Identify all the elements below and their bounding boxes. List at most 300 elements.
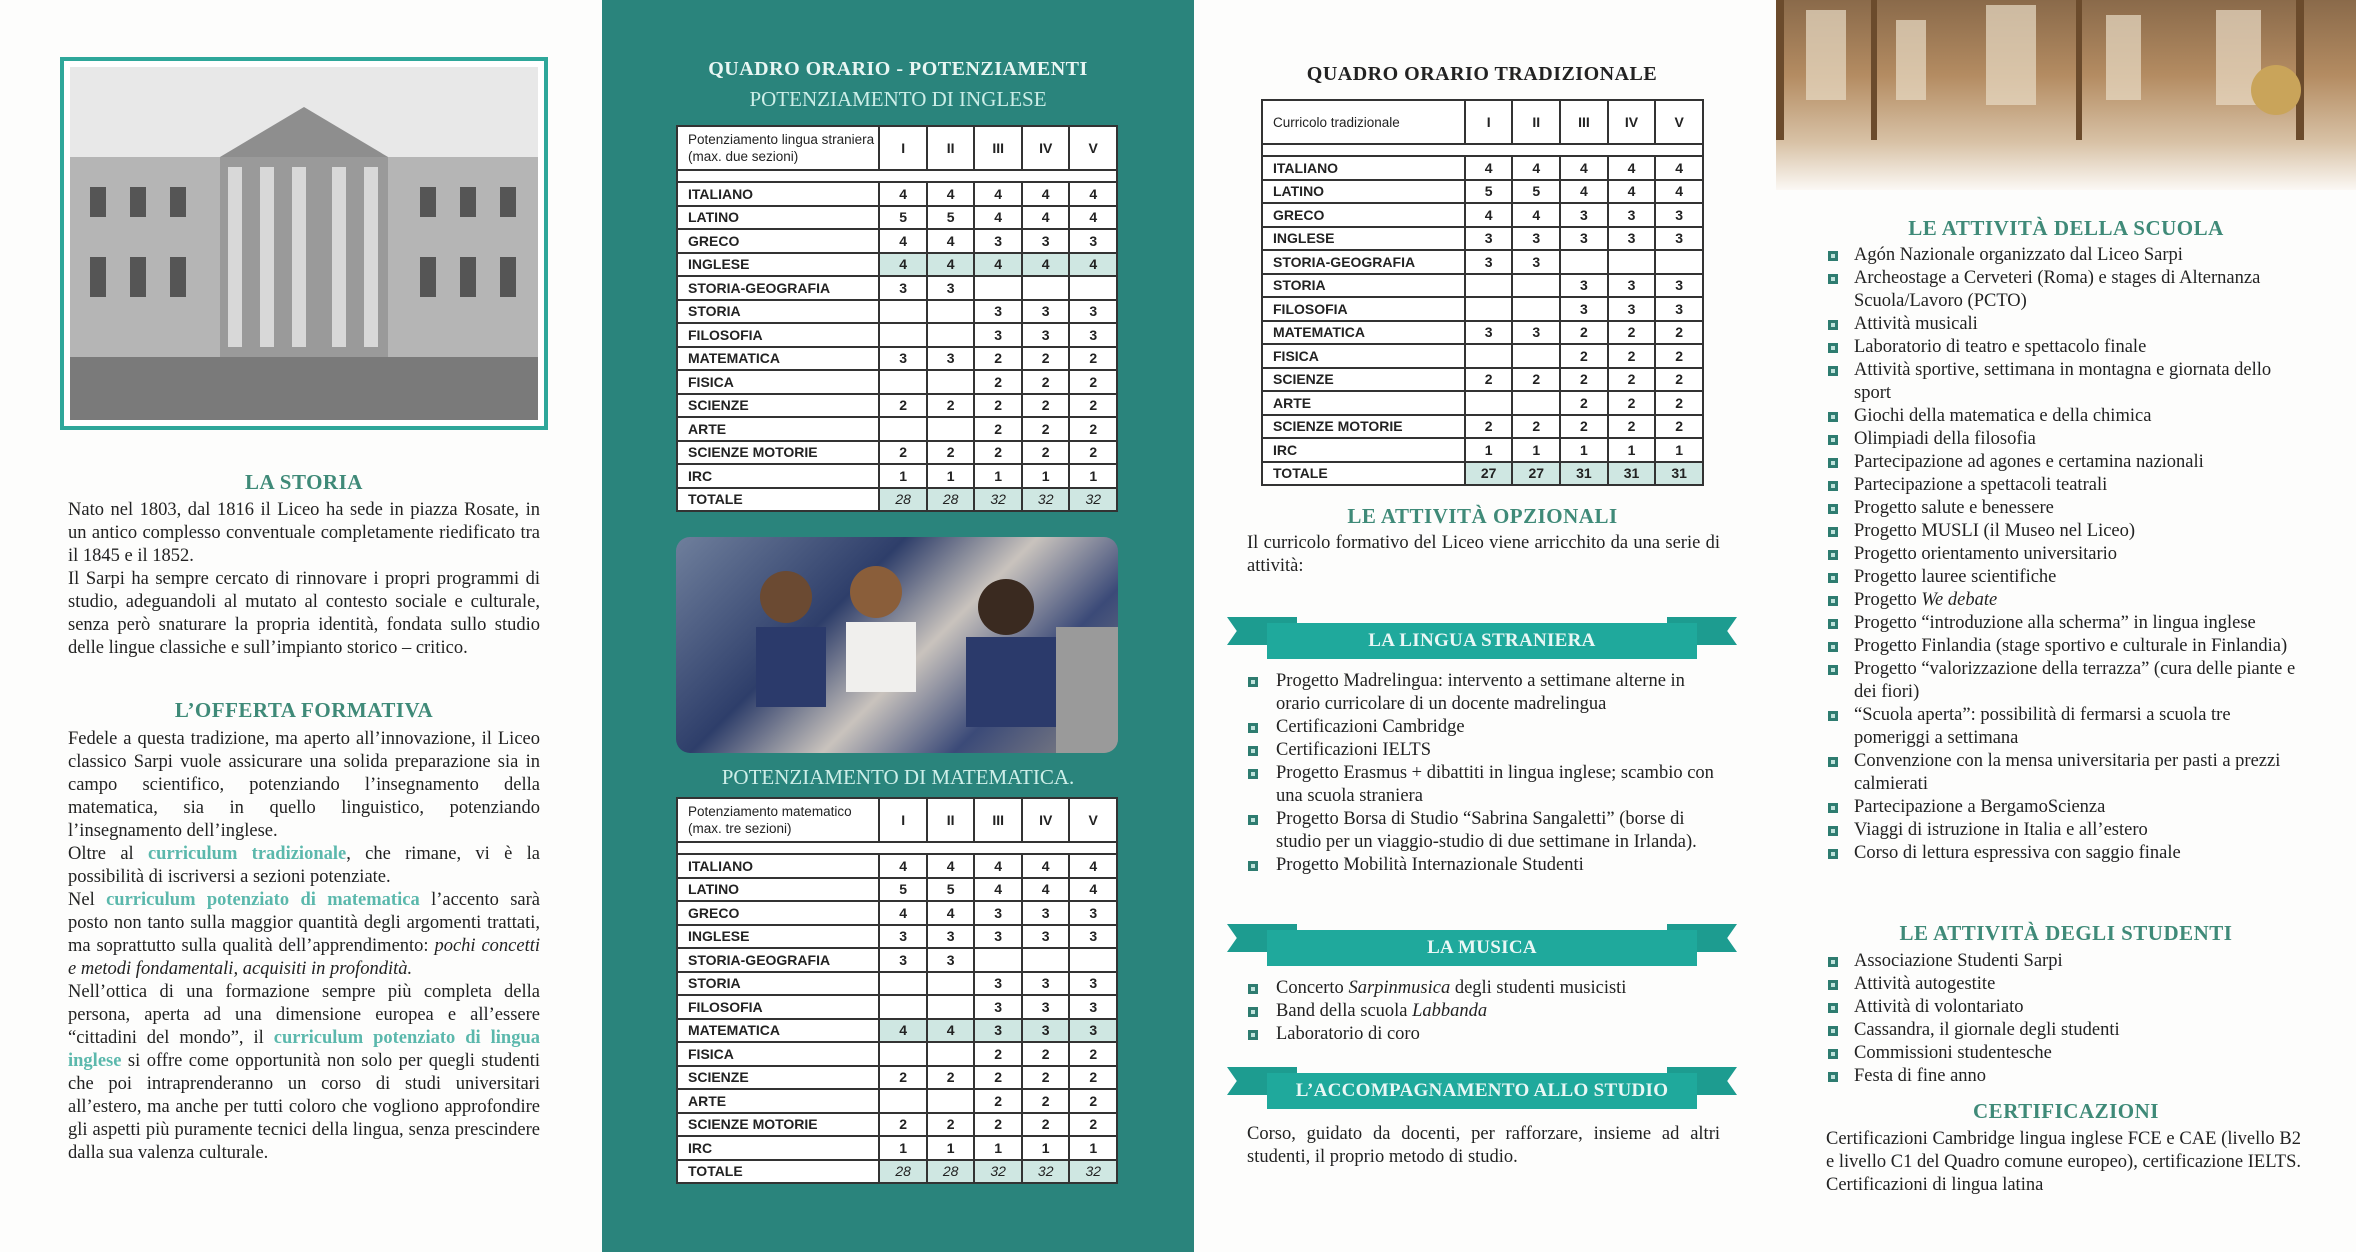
hours-cell: 3 xyxy=(1655,227,1703,251)
text-segment: Certificazioni IELTS xyxy=(1276,740,1431,760)
list-item xyxy=(1826,612,2306,635)
text-segment: Attività musicali xyxy=(1854,314,1978,334)
music-list xyxy=(1246,977,1726,1046)
text-segment: Progetto Borsa di Studio “Sabrina Sangaletti” (borse di studio per un viaggio-studio di due settimane in Irlanda). xyxy=(1276,809,1697,852)
hours-cell: 4 xyxy=(1465,156,1513,180)
hours-cell: 3 xyxy=(1022,300,1070,324)
hours-cell: 3 xyxy=(1069,1019,1117,1043)
hours-cell: 28 xyxy=(879,1160,927,1184)
hours-cell: 2 xyxy=(1655,415,1703,439)
paragraph xyxy=(68,728,540,843)
table-row xyxy=(677,901,1117,925)
hours-cell xyxy=(1512,297,1560,321)
text-segment: Progetto “valorizzazione della terrazza” (cura delle piante e dei fiori) xyxy=(1854,659,2296,702)
list-item xyxy=(1246,1023,1726,1046)
hours-cell: 1 xyxy=(879,1136,927,1160)
list-item xyxy=(1826,497,2306,520)
table-row xyxy=(1262,297,1703,321)
list-item xyxy=(1246,670,1726,716)
history-text xyxy=(68,499,540,660)
hours-cell: I xyxy=(879,798,927,842)
hours-cell: 1 xyxy=(1512,438,1560,462)
hours-cell xyxy=(879,417,927,441)
text-segment: Agón Nazionale organizzato dal Liceo Sarpi xyxy=(1854,245,2183,265)
hours-cell: 3 xyxy=(927,276,975,300)
list-item xyxy=(1826,1042,2306,1065)
hours-cell xyxy=(1465,391,1513,415)
italic-text: Sarpinmusica xyxy=(1348,978,1451,998)
list-item xyxy=(1826,658,2306,704)
text-segment: Archeostage a Cerveteri (Roma) e stages di Alternanza Scuola/Lavoro (PCTO) xyxy=(1854,268,2261,311)
hours-cell: 2 xyxy=(1465,368,1513,392)
hours-cell: 3 xyxy=(1512,227,1560,251)
list-item xyxy=(1826,359,2306,405)
hours-cell: 2 xyxy=(1022,1042,1070,1066)
hours-cell: 1 xyxy=(1069,464,1117,488)
hours-cell: 4 xyxy=(1465,203,1513,227)
hours-cell: 1 xyxy=(879,464,927,488)
hours-cell: 3 xyxy=(1655,203,1703,227)
hours-cell: IV xyxy=(1022,126,1070,170)
hours-cell: 2 xyxy=(1069,441,1117,465)
hours-cell: 2 xyxy=(1655,321,1703,345)
table-header xyxy=(677,126,1117,170)
hours-cell: 3 xyxy=(1560,274,1608,298)
text-segment: si offre come opportunità non solo per quegli studenti che poi intraprenderanno un corso di studi universitari all’estero, ma anche per tutti coloro che vogliono approfondire gli aspetti più puramente tecnici della lingua, senza prescindere dalla sua valenza culturale. xyxy=(68,1051,540,1163)
subject-cell: LATINO xyxy=(1262,180,1465,204)
subject-cell: GRECO xyxy=(677,229,879,253)
hours-cell: 2 xyxy=(1022,417,1070,441)
hours-cell: 4 xyxy=(927,854,975,878)
subject-cell: TOTALE xyxy=(677,1160,879,1184)
hours-cell: 2 xyxy=(974,394,1022,418)
highlighted-text: curriculum potenziato di lingua inglese xyxy=(68,1028,540,1071)
hours-cell: 4 xyxy=(1560,180,1608,204)
hours-cell: 3 xyxy=(1022,925,1070,949)
table-row xyxy=(677,394,1117,418)
hours-cell: 2 xyxy=(879,394,927,418)
paragraph xyxy=(68,889,540,981)
hours-cell: 5 xyxy=(1512,180,1560,204)
list-item xyxy=(1826,474,2306,497)
text-segment: degli studenti musicisti xyxy=(1450,978,1627,998)
hours-cell: 2 xyxy=(1069,417,1117,441)
hours-cell: 4 xyxy=(1022,878,1070,902)
subject-cell: INGLESE xyxy=(677,253,879,277)
hours-cell: 27 xyxy=(1465,462,1513,486)
hours-cell: 4 xyxy=(879,229,927,253)
table-row xyxy=(677,1136,1117,1160)
list-item xyxy=(1826,819,2306,842)
list-item xyxy=(1826,520,2306,543)
table-header xyxy=(677,798,1117,842)
hours-cell: 2 xyxy=(1022,370,1070,394)
hours-cell xyxy=(1512,344,1560,368)
hours-cell xyxy=(927,370,975,394)
hours-cell: 2 xyxy=(927,1066,975,1090)
list-item xyxy=(1826,635,2306,658)
hours-cell: 4 xyxy=(927,253,975,277)
hours-cell: 3 xyxy=(1655,297,1703,321)
hours-cell: 3 xyxy=(1560,203,1608,227)
hours-cell: 4 xyxy=(1069,854,1117,878)
text-segment: Commissioni studentesche xyxy=(1854,1043,2052,1063)
subject-cell: INGLESE xyxy=(677,925,879,949)
history-title: LA STORIA xyxy=(245,470,363,494)
hours-cell: 1 xyxy=(1560,438,1608,462)
table-row xyxy=(677,878,1117,902)
student-activities-list xyxy=(1826,950,2306,1088)
text-segment: l’accento sarà posto non tanto sulla maggior quantità degli argomenti trattati, ma soprattutto sulla qualità dell’apprendimento: xyxy=(68,890,541,956)
subject-cell: GRECO xyxy=(1262,203,1465,227)
table-row xyxy=(677,1066,1117,1090)
text-segment: Nel xyxy=(68,890,107,910)
table-row xyxy=(1262,203,1703,227)
table-row xyxy=(677,1089,1117,1113)
list-item xyxy=(1826,1019,2306,1042)
hours-cell: 4 xyxy=(927,229,975,253)
hours-cell: 3 xyxy=(1608,203,1656,227)
table-spacer xyxy=(1262,144,1703,156)
hours-cell: 2 xyxy=(1022,1113,1070,1137)
hours-cell: 3 xyxy=(1512,250,1560,274)
student-activities-title: LE ATTIVITÀ DEGLI STUDENTI xyxy=(1899,921,2233,945)
subject-cell: STORIA-GEOGRAFIA xyxy=(677,948,879,972)
hours-cell: 3 xyxy=(1022,229,1070,253)
hours-cell: 1 xyxy=(1608,438,1656,462)
hours-cell xyxy=(1465,344,1513,368)
hours-cell: III xyxy=(1560,100,1608,144)
hours-cell: II xyxy=(927,126,975,170)
hours-cell: 3 xyxy=(1465,250,1513,274)
potenziamenti-title: QUADRO ORARIO - POTENZIAMENTI xyxy=(708,58,1088,80)
subject-cell: TOTALE xyxy=(1262,462,1465,486)
hours-cell: II xyxy=(927,798,975,842)
hours-cell: 2 xyxy=(879,441,927,465)
text-segment: Festa di fine anno xyxy=(1854,1066,1987,1086)
hours-cell: 3 xyxy=(974,1019,1022,1043)
hours-cell: 4 xyxy=(974,206,1022,230)
language-list xyxy=(1246,670,1726,877)
text-segment: Progetto Erasmus + dibattiti in lingua inglese; scambio con una scuola straniera xyxy=(1276,763,1714,806)
optional-intro: Il curricolo formativo del Liceo viene arricchito da una serie di attività: xyxy=(1247,533,1720,576)
hours-cell: 28 xyxy=(927,488,975,512)
hours-cell: 3 xyxy=(927,347,975,371)
hours-cell: 28 xyxy=(879,488,927,512)
hours-cell: 2 xyxy=(1560,344,1608,368)
table-row xyxy=(677,417,1117,441)
subject-cell: SCIENZE MOTORIE xyxy=(677,441,879,465)
table-row xyxy=(677,1019,1117,1043)
hours-cell: 2 xyxy=(1512,415,1560,439)
hours-cell: 3 xyxy=(879,276,927,300)
subject-cell: FISICA xyxy=(677,370,879,394)
study-text: Corso, guidato da docenti, per rafforzare, insieme ad altri studenti, il proprio metodo di studio. xyxy=(1247,1124,1720,1167)
hours-cell: 2 xyxy=(879,1113,927,1137)
table-row xyxy=(677,1042,1117,1066)
list-item xyxy=(1826,336,2306,359)
math-subtitle: POTENZIAMENTO DI MATEMATICA. xyxy=(721,765,1075,789)
study-banner-title: L’ACCOMPAGNAMENTO ALLO STUDIO xyxy=(1267,1073,1697,1109)
subject-cell: IRC xyxy=(677,464,879,488)
paragraph xyxy=(68,843,540,889)
hours-cell xyxy=(879,1042,927,1066)
hours-cell: 2 xyxy=(1069,370,1117,394)
text-segment: Viaggi di istruzione in Italia e all’estero xyxy=(1854,820,2148,840)
hours-cell: 2 xyxy=(1608,321,1656,345)
hours-cell: 4 xyxy=(974,878,1022,902)
hours-cell: 32 xyxy=(974,488,1022,512)
hours-cell xyxy=(974,948,1022,972)
hours-cell: 4 xyxy=(879,253,927,277)
list-item xyxy=(1826,996,2306,1019)
text-segment: Nato nel 1803, dal 1816 il Liceo ha sede in piazza Rosate, in un antico complesso conventuale completamente riedificato tra il 1845 e il 1852. xyxy=(68,500,540,566)
hours-cell: 2 xyxy=(879,1066,927,1090)
table-row xyxy=(677,276,1117,300)
hours-cell: 4 xyxy=(879,1019,927,1043)
list-item xyxy=(1826,750,2306,796)
hours-cell: 2 xyxy=(1069,1113,1117,1137)
table-row xyxy=(1262,368,1703,392)
hours-cell: 4 xyxy=(927,182,975,206)
subject-cell: STORIA xyxy=(677,972,879,996)
hours-cell: 1 xyxy=(1655,438,1703,462)
table-row xyxy=(677,995,1117,1019)
hours-cell: 3 xyxy=(1069,925,1117,949)
hours-cell: 3 xyxy=(1608,297,1656,321)
hours-cell: 1 xyxy=(1022,464,1070,488)
text-segment: Nell’ottica di una formazione sempre più completa della persona, aperta ad una dimensione europea e all’essere “cittadini del mondo”, il xyxy=(68,982,540,1048)
hours-cell: 4 xyxy=(1608,156,1656,180)
hours-cell: 2 xyxy=(1069,1042,1117,1066)
hours-cell: 2 xyxy=(1069,1066,1117,1090)
hours-cell xyxy=(1512,391,1560,415)
table-row xyxy=(1262,391,1703,415)
hours-cell: 3 xyxy=(974,300,1022,324)
hours-cell: 3 xyxy=(1069,995,1117,1019)
list-item xyxy=(1826,451,2306,474)
hours-cell: 4 xyxy=(879,182,927,206)
hours-cell xyxy=(879,370,927,394)
hours-cell: 4 xyxy=(927,1019,975,1043)
hours-cell: 2 xyxy=(974,1042,1022,1066)
hours-cell: 4 xyxy=(974,253,1022,277)
text-segment: Progetto lauree scientifiche xyxy=(1854,567,2057,587)
hours-cell: 28 xyxy=(927,1160,975,1184)
hours-cell: 1 xyxy=(974,464,1022,488)
list-item xyxy=(1826,267,2306,313)
hours-cell: 4 xyxy=(1069,206,1117,230)
table-row xyxy=(677,253,1117,277)
hours-cell: 3 xyxy=(974,995,1022,1019)
text-segment: Progetto xyxy=(1854,590,1922,610)
hours-cell: 2 xyxy=(974,441,1022,465)
subject-cell: IRC xyxy=(677,1136,879,1160)
traditional-title: QUADRO ORARIO TRADIZIONALE xyxy=(1306,63,1658,85)
hours-cell: V xyxy=(1655,100,1703,144)
certifications-title: CERTIFICAZIONI xyxy=(1973,1099,2159,1123)
hours-cell: 3 xyxy=(974,972,1022,996)
text-segment: Laboratorio di coro xyxy=(1276,1024,1420,1044)
hours-cell: 4 xyxy=(1022,206,1070,230)
hours-cell: 3 xyxy=(1022,995,1070,1019)
list-item xyxy=(1826,973,2306,996)
hours-cell xyxy=(927,1042,975,1066)
table-row xyxy=(677,370,1117,394)
hours-cell: 5 xyxy=(927,206,975,230)
hours-cell xyxy=(1512,274,1560,298)
table-row xyxy=(1262,156,1703,180)
table-row xyxy=(1262,250,1703,274)
hours-cell: 3 xyxy=(879,347,927,371)
hours-cell: 1 xyxy=(927,1136,975,1160)
hours-cell: 2 xyxy=(1608,391,1656,415)
highlighted-text: curriculum tradizionale xyxy=(147,844,347,864)
hours-cell: 31 xyxy=(1608,462,1656,486)
certifications-text: Certificazioni Cambridge lingua inglese FCE e CAE (livello B2 e livello C1 del Quadro comune europeo), certificazione IELTS. Certificazioni di lingua latina xyxy=(1826,1129,2302,1195)
text-segment: Associazione Studenti Sarpi xyxy=(1854,951,2063,971)
hours-cell: I xyxy=(1465,100,1513,144)
subject-cell: ITALIANO xyxy=(1262,156,1465,180)
hours-cell xyxy=(1022,948,1070,972)
text-segment: Partecipazione a spettacoli teatrali xyxy=(1854,475,2108,495)
optional-title: LE ATTIVITÀ OPZIONALI xyxy=(1347,504,1618,528)
hours-cell: 1 xyxy=(1022,1136,1070,1160)
hours-cell: 4 xyxy=(1560,156,1608,180)
subject-cell: LATINO xyxy=(677,206,879,230)
list-item xyxy=(1826,428,2306,451)
hours-cell: 3 xyxy=(1655,274,1703,298)
hours-cell: 4 xyxy=(1022,854,1070,878)
text-segment: Progetto Finlandia (stage sportivo e culturale in Finlandia) xyxy=(1854,636,2288,656)
hours-cell: 2 xyxy=(1560,391,1608,415)
text-segment: Progetto Mobilità Internazionale Studenti xyxy=(1276,855,1584,875)
hours-cell: 2 xyxy=(1022,441,1070,465)
potenziamenti-panel xyxy=(602,0,1194,1252)
hours-cell xyxy=(879,323,927,347)
text-segment: Certificazioni Cambridge xyxy=(1276,717,1465,737)
music-banner xyxy=(1227,920,1737,966)
hours-cell: 2 xyxy=(1608,368,1656,392)
hours-cell: 3 xyxy=(1560,227,1608,251)
offer-title: L’OFFERTA FORMATIVA xyxy=(174,698,434,722)
hours-cell: 3 xyxy=(974,925,1022,949)
hours-cell: 2 xyxy=(974,1089,1022,1113)
subject-cell: STORIA-GEOGRAFIA xyxy=(1262,250,1465,274)
paragraph xyxy=(68,981,540,1165)
school-activities-list xyxy=(1826,244,2306,865)
hours-cell: 1 xyxy=(1465,438,1513,462)
hours-cell: 2 xyxy=(927,441,975,465)
text-segment: “Scuola aperta”: possibilità di fermarsi a scuola tre pomeriggi a settimana xyxy=(1854,705,2231,748)
paragraph xyxy=(68,499,540,568)
hours-cell: 2 xyxy=(1465,415,1513,439)
building-photo-frame xyxy=(60,57,548,430)
hours-cell: III xyxy=(974,126,1022,170)
hours-cell: 3 xyxy=(1022,1019,1070,1043)
table-row xyxy=(1262,321,1703,345)
subject-cell: SCIENZE xyxy=(677,1066,879,1090)
hours-cell: 3 xyxy=(1022,323,1070,347)
hours-cell: 32 xyxy=(1069,488,1117,512)
hours-cell: 4 xyxy=(974,182,1022,206)
hours-cell: 4 xyxy=(879,854,927,878)
hours-cell: 3 xyxy=(1608,274,1656,298)
list-item xyxy=(1826,244,2306,267)
students-photo xyxy=(676,537,1118,753)
hours-cell xyxy=(927,417,975,441)
hours-cell: 2 xyxy=(1512,368,1560,392)
table-row xyxy=(1262,438,1703,462)
hours-cell: 1 xyxy=(1069,1136,1117,1160)
hours-cell: 2 xyxy=(974,1066,1022,1090)
hours-cell: 2 xyxy=(1608,415,1656,439)
subject-cell: ITALIANO xyxy=(677,182,879,206)
hours-cell xyxy=(927,972,975,996)
subject-cell: STORIA xyxy=(677,300,879,324)
table-row xyxy=(677,300,1117,324)
table-row xyxy=(1262,344,1703,368)
list-item xyxy=(1246,739,1726,762)
hours-cell: 2 xyxy=(1655,344,1703,368)
list-item xyxy=(1246,762,1726,808)
hours-cell: 4 xyxy=(1069,253,1117,277)
hours-cell: 31 xyxy=(1655,462,1703,486)
school-building-photo xyxy=(70,67,538,420)
hours-cell: 3 xyxy=(1069,901,1117,925)
hours-cell: 2 xyxy=(1655,391,1703,415)
text-segment: Progetto orientamento universitario xyxy=(1854,544,2118,564)
english-timetable xyxy=(676,125,1118,512)
hours-cell: 3 xyxy=(927,925,975,949)
subject-cell: FILOSOFIA xyxy=(1262,297,1465,321)
hours-cell: II xyxy=(1512,100,1560,144)
table-row xyxy=(677,488,1117,512)
hours-cell: 2 xyxy=(1022,1089,1070,1113)
hours-cell: 31 xyxy=(1560,462,1608,486)
table-row xyxy=(677,464,1117,488)
italic-text: pochi concetti e metodi fondamentali, acquisiti in profondità. xyxy=(68,936,540,979)
table-header xyxy=(1262,100,1703,144)
subject-cell: SCIENZE xyxy=(677,394,879,418)
hours-cell: V xyxy=(1069,126,1117,170)
table-row xyxy=(677,854,1117,878)
italic-text: Labbanda xyxy=(1412,1001,1488,1021)
hours-cell: 32 xyxy=(1022,1160,1070,1184)
hours-cell: 3 xyxy=(1069,300,1117,324)
hours-cell xyxy=(879,1089,927,1113)
table-row xyxy=(677,972,1117,996)
list-item xyxy=(1246,977,1726,1000)
hours-cell xyxy=(1022,276,1070,300)
text-segment: , che rimane, vi è la possibilità di iscriversi a sezioni potenziate. xyxy=(68,844,540,887)
hours-cell: 3 xyxy=(1069,229,1117,253)
hours-cell: 3 xyxy=(1022,901,1070,925)
list-item xyxy=(1826,842,2306,865)
hours-cell xyxy=(927,323,975,347)
hours-cell xyxy=(1069,276,1117,300)
hours-cell: 2 xyxy=(1022,1066,1070,1090)
subject-cell: TOTALE xyxy=(677,488,879,512)
table-row xyxy=(1262,274,1703,298)
subject-cell: Potenziamento matematico (max. tre sezioni) xyxy=(677,798,879,842)
hours-cell: 5 xyxy=(927,878,975,902)
text-segment: Partecipazione a BergamoScienza xyxy=(1854,797,2106,817)
hours-cell: 2 xyxy=(1069,394,1117,418)
hours-cell: 32 xyxy=(1022,488,1070,512)
table-row xyxy=(677,1113,1117,1137)
hours-cell: 5 xyxy=(879,206,927,230)
